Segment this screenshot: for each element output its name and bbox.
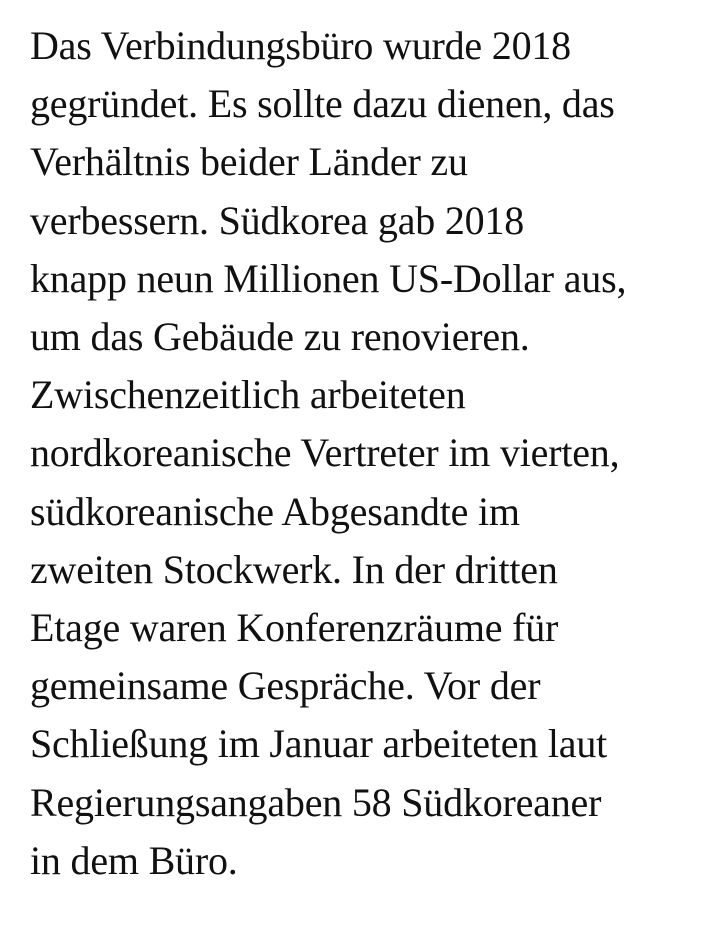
- paragraph-line: gegründet. Es sollte dazu dienen, das: [30, 81, 615, 127]
- paragraph-line: zweiten Stockwerk. In der dritten: [30, 546, 558, 592]
- article-paragraph: [30, 17, 700, 890]
- paragraph-line: verbessern. Südkorea gab 2018: [30, 197, 525, 243]
- paragraph-line: knapp neun Millionen US-Dollar aus,: [30, 255, 627, 301]
- paragraph-line: Das Verbindungsbüro wurde 2018: [30, 23, 571, 68]
- paragraph-line: Verhältnis beider Länder zu: [30, 139, 468, 185]
- paragraph-line: in dem Büro.: [30, 837, 238, 883]
- paragraph-line: Schließung im Januar arbeiteten laut: [30, 721, 608, 767]
- paragraph-line: südkoreanische Abgesandte im: [30, 488, 520, 534]
- paragraph-line: Etage waren Konferenzräume für: [30, 605, 559, 651]
- paragraph-line: nordkoreanische Vertreter im vierten,: [30, 430, 620, 476]
- paragraph-line: Regierungsangaben 58 Südkoreaner: [30, 779, 602, 825]
- paragraph-line: gemeinsame Gespräche. Vor der: [30, 663, 541, 709]
- paragraph-line: Zwischenzeitlich arbeiteten: [30, 372, 466, 418]
- paragraph-line: um das Gebäude zu renovieren.: [30, 314, 530, 360]
